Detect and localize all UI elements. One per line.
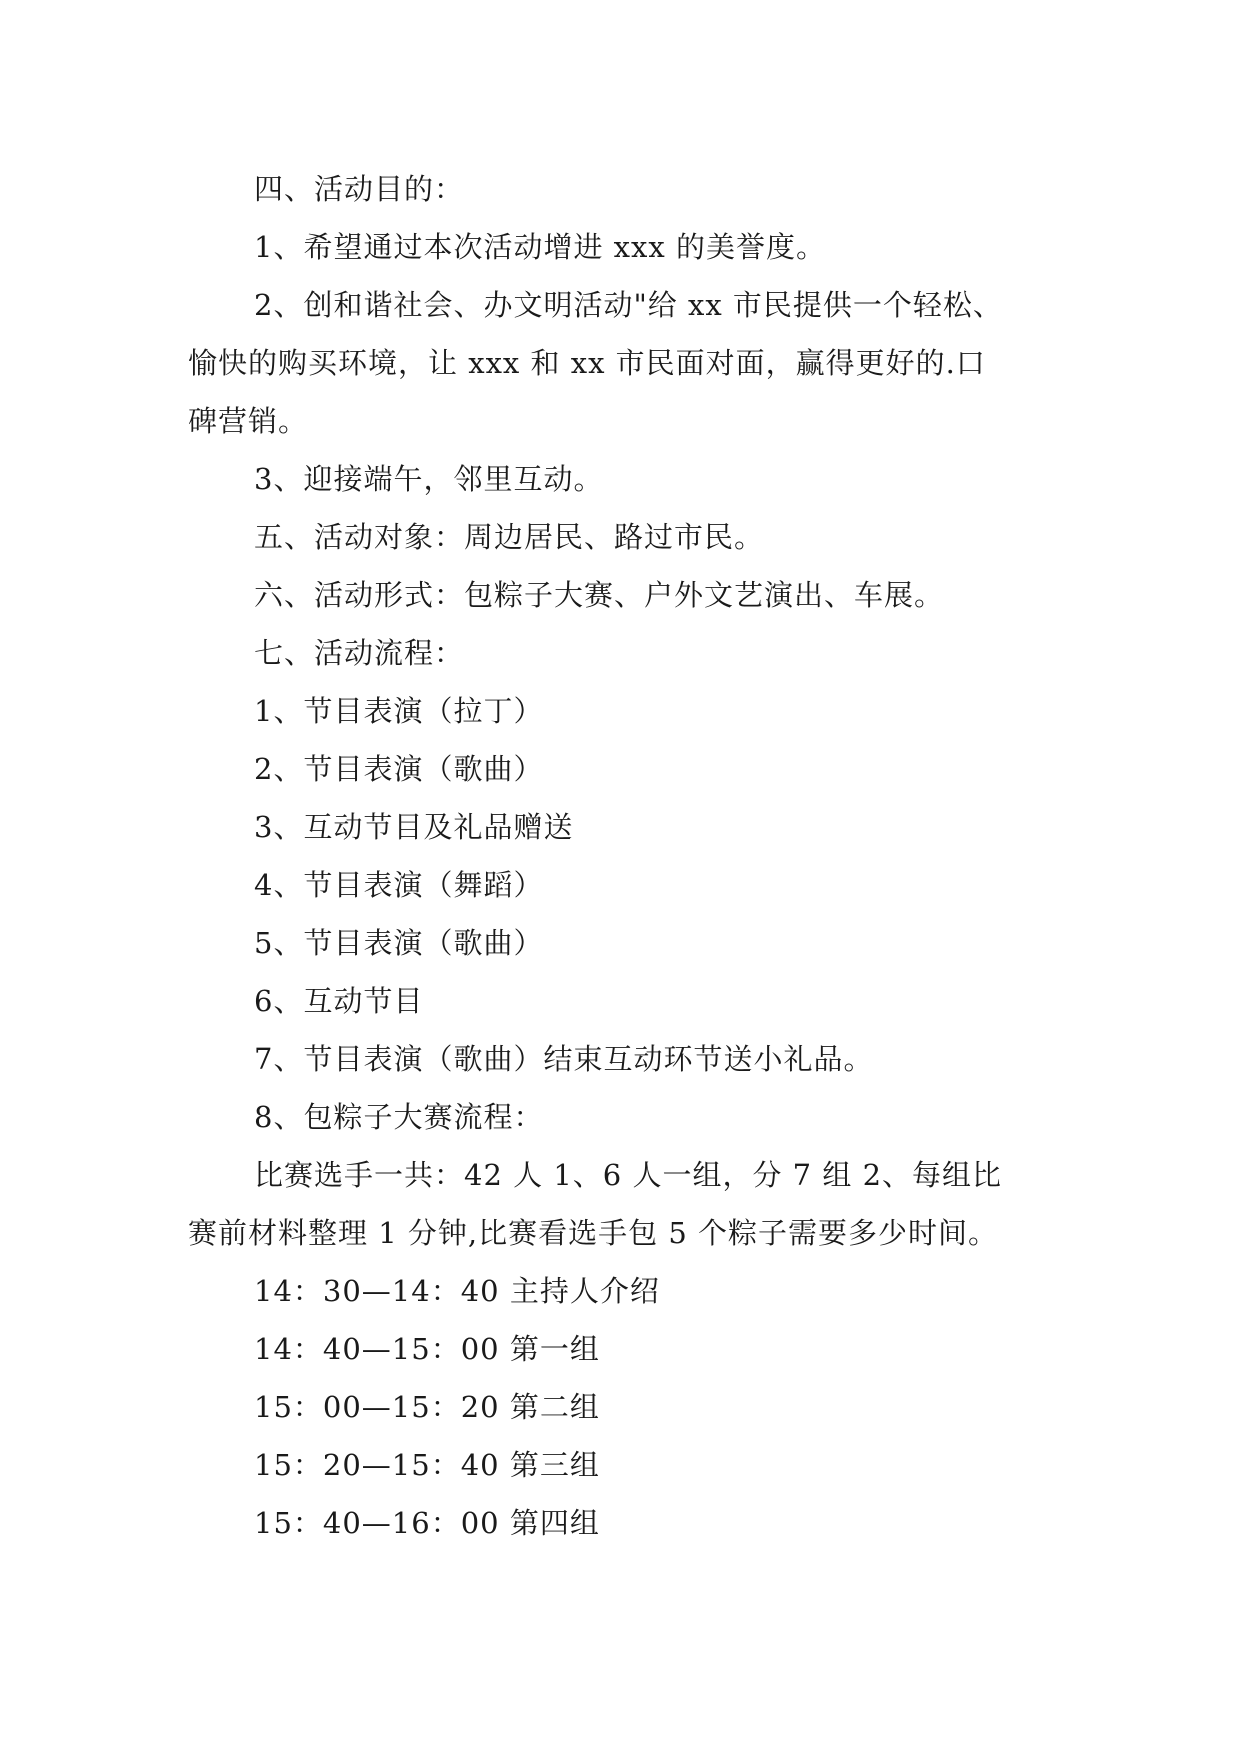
section-heading-process: 七、活动流程： (254, 636, 465, 670)
process-item: 7、节目表演（歌曲）结束互动环节送小礼品。 (254, 1042, 874, 1076)
purpose-item-1: 1、希望通过本次活动增进 xxx 的美誉度。 (254, 230, 826, 264)
schedule-row: 14：30—14：40 主持人介绍 (254, 1274, 660, 1308)
purpose-item-2-end: 碑营销。 (188, 404, 309, 438)
process-item: 6、互动节目 (254, 984, 424, 1018)
process-item: 4、节目表演（舞蹈） (254, 868, 544, 902)
contest-description-continued: 赛前材料整理 1 分钟,比赛看选手包 5 个粽子需要多少时间。 (188, 1216, 998, 1250)
schedule-row: 15：40—16：00 第四组 (254, 1506, 600, 1540)
process-item: 8、包粽子大赛流程： (254, 1100, 544, 1134)
document-body (188, 160, 1068, 1552)
section-heading-format: 六、活动形式：包粽子大赛、户外文艺演出、车展。 (254, 578, 945, 612)
purpose-item-2: 2、创和谐社会、办文明活动"给 xx 市民提供一个轻松、 (254, 288, 1003, 322)
purpose-item-3: 3、迎接端午，邻里互动。 (254, 462, 604, 496)
schedule-row: 15：00—15：20 第二组 (254, 1390, 600, 1424)
section-heading-purpose: 四、活动目的： (254, 172, 465, 206)
process-item: 5、节目表演（歌曲） (254, 926, 544, 960)
process-item: 2、节目表演（歌曲） (254, 752, 544, 786)
contest-description: 比赛选手一共：42 人 1、6 人一组，分 7 组 2、每组比 (254, 1158, 1003, 1192)
schedule-row: 14：40—15：00 第一组 (254, 1332, 600, 1366)
section-heading-audience: 五、活动对象：周边居民、路过市民。 (254, 520, 765, 554)
process-item: 3、互动节目及礼品赠送 (254, 810, 574, 844)
purpose-item-2-continued: 愉快的购买环境，让 xxx 和 xx 市民面对面，赢得更好的.口 (188, 346, 986, 380)
schedule-row: 15：20—15：40 第三组 (254, 1448, 600, 1482)
process-item: 1、节目表演（拉丁） (254, 694, 544, 728)
